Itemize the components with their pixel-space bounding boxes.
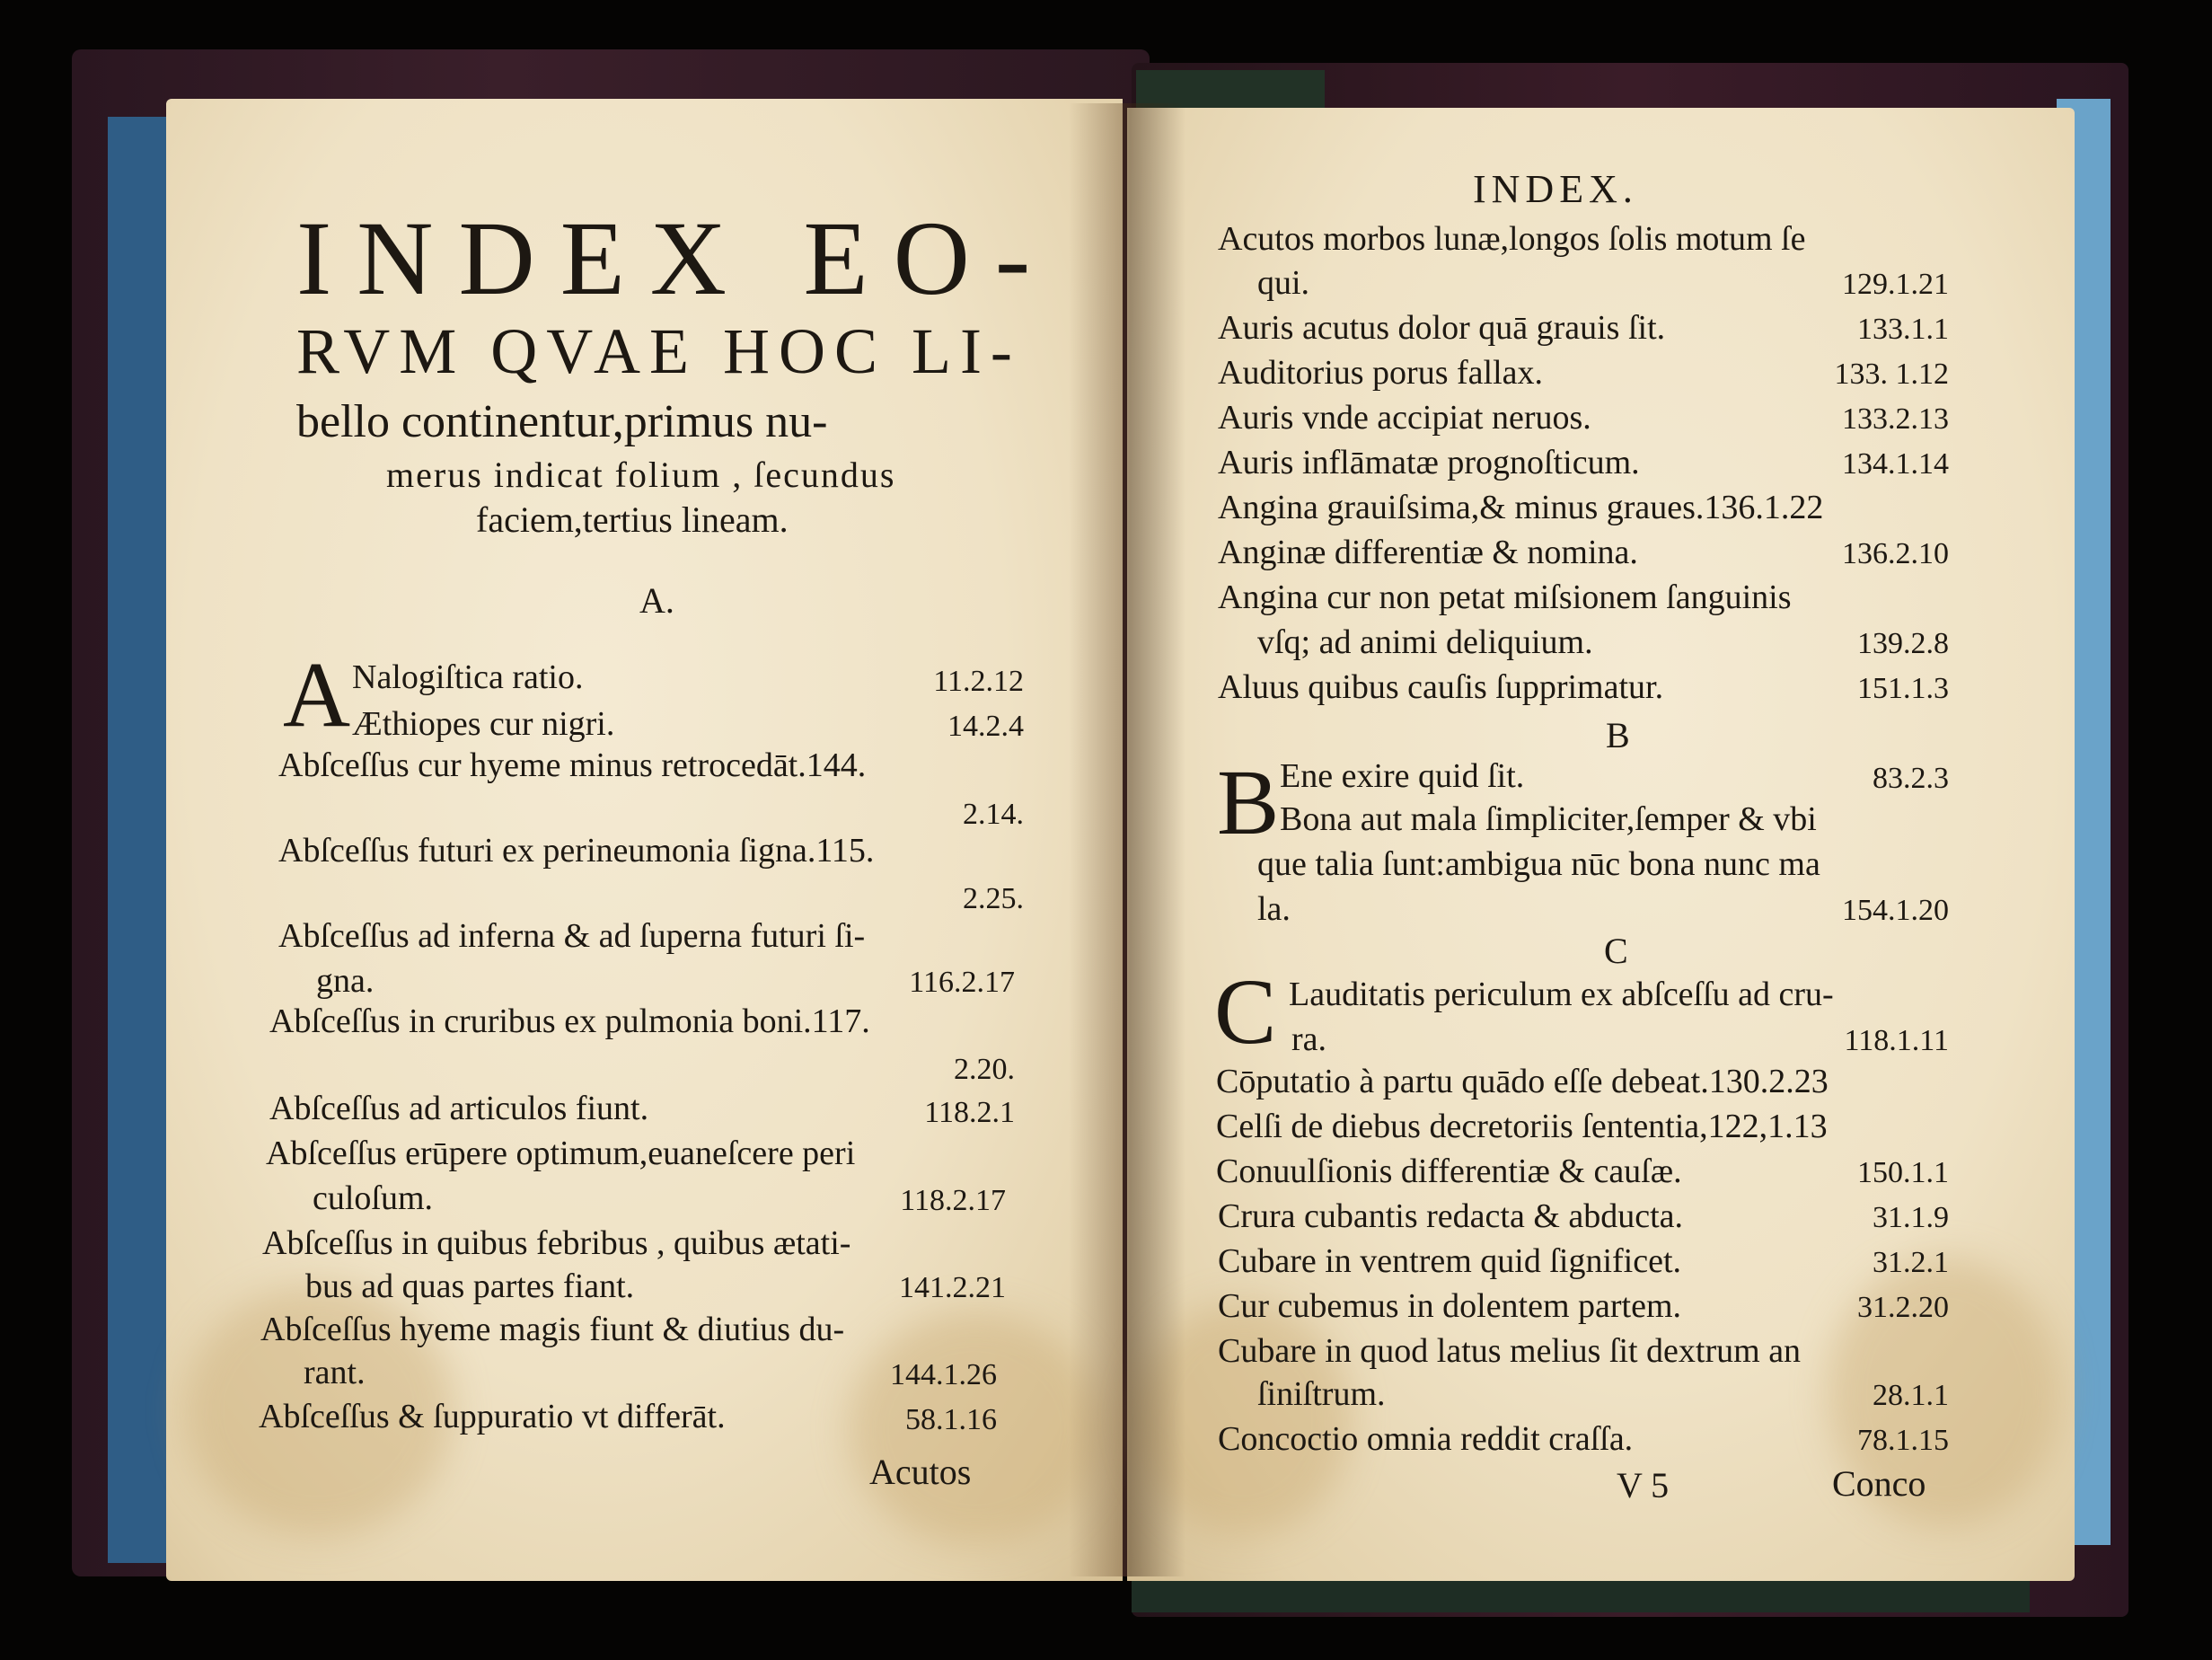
- section-heading-b: B: [1606, 715, 1630, 755]
- index-entry: Ene exire quid ſit.: [1280, 757, 1525, 795]
- index-entry: bus ad quas partes fiant.: [305, 1267, 635, 1305]
- index-entry: Æthiopes cur nigri.: [352, 705, 615, 743]
- index-entry: la.: [1257, 890, 1291, 928]
- index-entry: Lauditatis periculum ex abſceſſu ad cru-: [1289, 976, 1834, 1013]
- index-entry: Concoctio omnia reddit craſſa.: [1218, 1420, 1634, 1458]
- index-entry: Abſceſſus futuri ex perineumonia ſigna.115.: [278, 832, 875, 870]
- index-ref: 11.2.12: [933, 665, 1024, 698]
- index-ref: 31.1.9: [1873, 1201, 1949, 1234]
- index-entry: Abſceſſus hyeme magis fiunt & diutius du-: [260, 1311, 845, 1348]
- index-ref: 133.2.13: [1842, 402, 1949, 436]
- index-entry: Auris acutus dolor quā grauis ſit.: [1218, 309, 1666, 347]
- index-ref: 150.1.1: [1857, 1156, 1949, 1189]
- index-ref: 129.1.21: [1842, 268, 1949, 301]
- index-entry: que talia ſunt:ambigua nūc bona nunc ma: [1257, 845, 1820, 883]
- index-title-line-5: faciem,tertius lineam.: [476, 499, 789, 540]
- index-entry: gna.: [316, 962, 375, 1000]
- dropcap-c: C: [1214, 960, 1277, 1064]
- index-entry: ra.: [1291, 1020, 1327, 1058]
- index-entry: Auditorius porus fallax.: [1218, 354, 1544, 392]
- catchword-left: Acutos: [869, 1452, 972, 1492]
- index-ref: 134.1.14: [1842, 447, 1949, 481]
- index-ref: 58.1.16: [905, 1403, 997, 1436]
- index-ref: 14.2.4: [947, 710, 1024, 743]
- index-ref: 154.1.20: [1842, 894, 1949, 927]
- index-title-line-4: merus indicat folium , ſecundus: [386, 455, 896, 495]
- index-title-line-2: RVM QVAE HOC LI-: [296, 315, 1021, 387]
- index-ref: 118.1.11: [1844, 1024, 1949, 1057]
- running-head: INDEX.: [1473, 167, 1638, 211]
- index-entry: Nalogiſtica ratio.: [352, 658, 584, 696]
- index-entry: Abſceſſus in quibus febribus , quibus ætati-: [262, 1224, 851, 1262]
- index-entry: Cur cubemus in dolentem partem.: [1218, 1287, 1682, 1325]
- catchword-right: Conco: [1832, 1463, 1926, 1504]
- index-ref: 2.14.: [963, 798, 1024, 831]
- index-entry: Cubare in ventrem quid ſignificet.: [1218, 1242, 1682, 1280]
- index-entry: qui.: [1257, 264, 1310, 302]
- index-ref: 31.2.1: [1873, 1246, 1949, 1279]
- index-ref: 141.2.21: [899, 1271, 1006, 1304]
- index-entry: Abſceſſus & ſuppuratio vt differāt.: [259, 1398, 726, 1435]
- index-ref: 31.2.20: [1857, 1291, 1949, 1324]
- index-entry: Acutos morbos lunæ,longos ſolis motum ſe: [1218, 220, 1806, 258]
- index-title-line-1: INDEX EO-: [296, 199, 1056, 317]
- section-heading-a: A.: [639, 580, 674, 621]
- index-ref: 133. 1.12: [1834, 358, 1949, 391]
- index-ref: 2.25.: [963, 882, 1024, 915]
- index-entry: Abſceſſus ad inferna & ad ſuperna futuri ſi-: [278, 917, 866, 955]
- index-entry: vſq; ad animi deliquium.: [1257, 623, 1593, 661]
- index-ref: 133.1.1: [1857, 313, 1949, 346]
- index-entry: rant.: [304, 1354, 366, 1391]
- index-title-line-3: bello continentur,primus nu-: [296, 396, 828, 447]
- index-entry: Auris vnde accipiat neruos.: [1218, 399, 1591, 437]
- index-entry: Angina grauiſsima,& minus graues.136.1.22: [1218, 489, 1824, 526]
- index-entry: Conuulſionis differentiæ & cauſæ.: [1216, 1152, 1682, 1190]
- index-ref: 116.2.17: [909, 966, 1015, 999]
- index-ref: 2.20.: [954, 1053, 1015, 1086]
- index-entry: Abſceſſus erūpere optimum,euaneſcere peri: [266, 1135, 856, 1172]
- signature-mark: V 5: [1617, 1465, 1670, 1505]
- index-ref: 151.1.3: [1857, 672, 1949, 705]
- index-entry: ſiniſtrum.: [1257, 1375, 1386, 1413]
- index-entry: Aluus quibus cauſis ſupprimatur.: [1218, 668, 1664, 706]
- index-ref: 139.2.8: [1857, 627, 1949, 660]
- dropcap-b: B: [1217, 751, 1280, 854]
- index-entry: Auris inflāmatæ prognoſticum.: [1218, 444, 1640, 481]
- index-ref: 118.2.17: [900, 1184, 1006, 1217]
- index-ref: 28.1.1: [1873, 1379, 1949, 1412]
- index-entry: Abſceſſus cur hyeme minus retrocedāt.144.: [278, 746, 867, 784]
- dropcap-a: A: [283, 643, 351, 746]
- index-entry: Abſceſſus in cruribus ex pulmonia boni.117.: [269, 1002, 870, 1040]
- page-gutter: [1069, 103, 1185, 1576]
- index-entry: Bona aut mala ſimpliciter,ſemper & vbi: [1280, 800, 1817, 838]
- index-entry: Anginæ differentiæ & nomina.: [1218, 534, 1638, 571]
- index-entry: Celſi de diebus decretoriis ſententia,122,1.13: [1216, 1108, 1828, 1145]
- index-entry: culoſum.: [313, 1179, 434, 1217]
- index-entry: Abſceſſus ad articulos fiunt.: [269, 1090, 649, 1127]
- index-entry: Crura cubantis redacta & abducta.: [1218, 1197, 1684, 1235]
- index-ref: 118.2.1: [924, 1096, 1015, 1129]
- index-ref: 136.2.10: [1842, 537, 1949, 570]
- index-entry: Cubare in quod latus melius ſit dextrum an: [1218, 1332, 1802, 1370]
- index-entry: Angina cur non petat miſsionem ſanguinis: [1218, 578, 1792, 616]
- index-ref: 83.2.3: [1873, 762, 1949, 795]
- index-entry: Cōputatio à partu quādo eſſe debeat.130.2.23: [1216, 1063, 1829, 1100]
- section-heading-c: C: [1604, 931, 1628, 971]
- index-ref: 144.1.26: [890, 1358, 997, 1391]
- index-ref: 78.1.15: [1857, 1424, 1949, 1457]
